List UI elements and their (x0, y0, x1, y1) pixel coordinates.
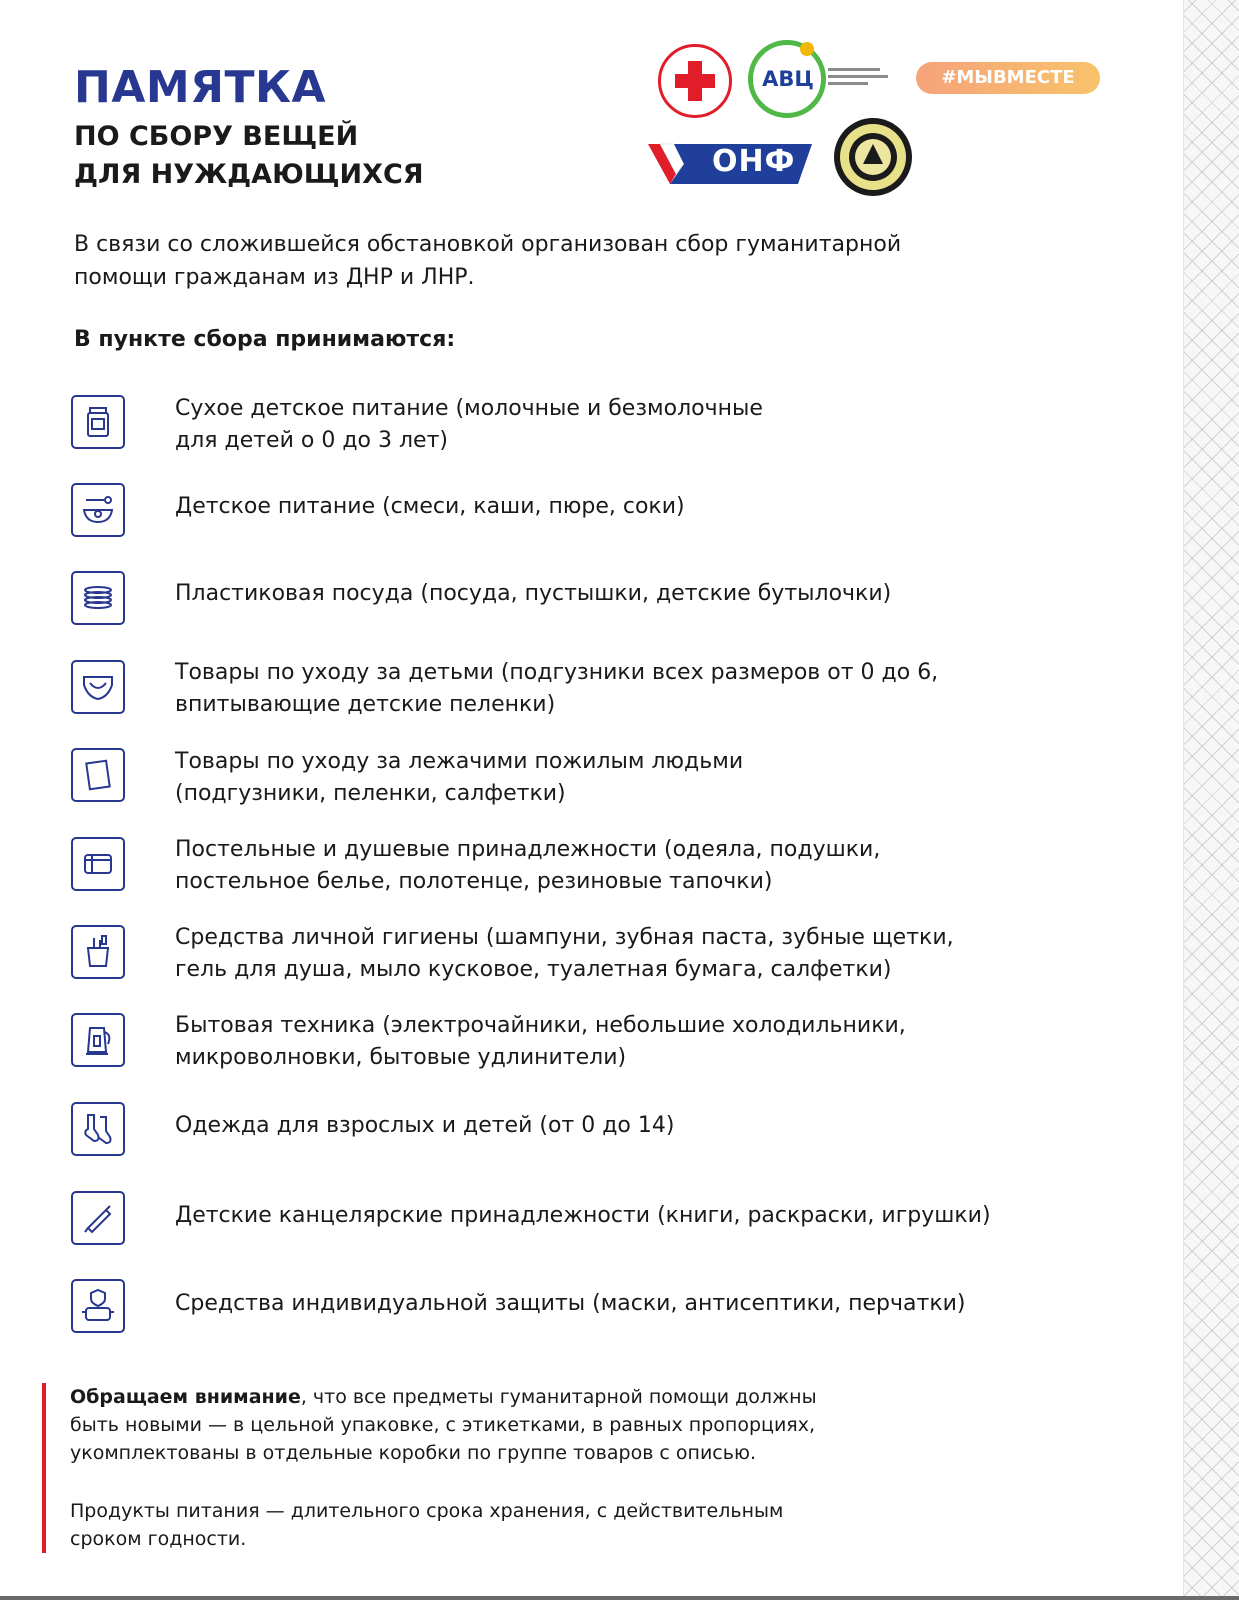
onf-logo (648, 140, 812, 184)
item-text (175, 657, 1055, 721)
note-accent-bar (42, 1383, 46, 1553)
intro-line-1: В связи со сложившейся обстановкой организован сбор гуманитарной (74, 232, 902, 257)
note-line-1-rest: , что все предметы гуманитарной помощи должны (300, 1386, 817, 1408)
page-title: ПАМЯТКА (74, 62, 327, 113)
partner-logos (640, 36, 1180, 216)
item-line-2: (подгузники, пеленки, салфетки) (175, 781, 566, 806)
decorative-border-pattern (1183, 0, 1239, 1600)
item-text (175, 834, 1055, 898)
note-bold-lead: Обращаем внимание (70, 1386, 301, 1408)
accepted-items-heading: В пункте сбора принимаются: (74, 327, 456, 352)
item-text (175, 922, 1055, 986)
pad-sheet-icon (71, 748, 125, 802)
item-line-1: Товары по уходу за детьми (подгузники всех размеров от 0 до 6, (175, 660, 939, 685)
intro-line-2: помощи гражданам из ДНР и ЛНР. (74, 265, 475, 290)
item-line-1: Сухое детское питание (молочные и безмолочные (175, 396, 763, 421)
subtitle-line-2: ДЛЯ НУЖДАЮЩИХСЯ (74, 159, 424, 190)
myvmeste-logo (916, 62, 1100, 94)
item-line-1: Средства личной гигиены (шампуни, зубная паста, зубные щетки, (175, 925, 954, 950)
myvmeste-logo-text: #МЫВМЕСТЕ (941, 67, 1075, 88)
socks-icon (71, 1102, 125, 1156)
plates-stack-icon (71, 571, 125, 625)
item-line-2: впитывающие детские пеленки) (175, 692, 556, 717)
pen-icon (71, 1191, 125, 1245)
diaper-icon (71, 660, 125, 714)
bottom-divider (0, 1596, 1239, 1600)
intro-text (74, 228, 1034, 294)
note-line-1 (70, 1383, 970, 1411)
item-line-2: постельное белье, полотенце, резиновые тапочки) (175, 869, 773, 894)
baby-food-bowl-icon (71, 483, 125, 537)
emblem-logo (834, 118, 912, 196)
red-cross-logo (658, 44, 732, 118)
avc-logo-text: АВЦ (762, 67, 814, 91)
toothbrush-cup-icon (71, 925, 125, 979)
food-note (70, 1497, 970, 1553)
item-text (175, 491, 1055, 523)
item-line-2: для детей о 0 до 3 лет) (175, 428, 448, 453)
item-text (175, 393, 1055, 457)
mask-shield-icon (71, 1279, 125, 1333)
item-line-1: Детское питание (смеси, каши, пюре, соки) (175, 494, 685, 519)
item-text (175, 578, 1055, 610)
item-line-1: Средства индивидуальной защиты (маски, антисептики, перчатки) (175, 1291, 966, 1316)
item-text (175, 1288, 1055, 1320)
towel-stack-icon (71, 837, 125, 891)
item-line-2: гель для душа, мыло кусковое, туалетная бумага, салфетки) (175, 957, 892, 982)
subtitle-line-1: ПО СБОРУ ВЕЩЕЙ (74, 121, 359, 152)
item-line-1: Одежда для взрослых и детей (от 0 до 14) (175, 1113, 675, 1138)
baby-formula-jar-icon (71, 395, 125, 449)
item-text (175, 1010, 1055, 1074)
item-line-1: Бытовая техника (электрочайники, небольшие холодильники, (175, 1013, 906, 1038)
item-line-1: Постельные и душевые принадлежности (одеяла, подушки, (175, 837, 881, 862)
avc-logo (748, 40, 826, 118)
item-line-2: микроволновки, бытовые удлинители) (175, 1045, 627, 1070)
item-line-1: Товары по уходу за лежачими пожилым людьми (175, 749, 744, 774)
avc-logo-caption (828, 66, 892, 90)
kettle-icon (71, 1013, 125, 1067)
food-note-line-2: сроком годности. (70, 1528, 247, 1550)
item-line-1: Пластиковая посуда (посуда, пустышки, детские бутылочки) (175, 581, 892, 606)
item-text (175, 746, 1055, 810)
page-subtitle (74, 118, 424, 194)
item-text (175, 1200, 1055, 1232)
item-line-1: Детские канцелярские принадлежности (книги, раскраски, игрушки) (175, 1203, 991, 1228)
food-note-line-1: Продукты питания — длительного срока хранения, с действительным (70, 1500, 784, 1522)
item-text (175, 1110, 1055, 1142)
attention-note (70, 1383, 970, 1467)
onf-logo-text: ОНФ (712, 144, 796, 179)
note-line-2: быть новыми — в цельной упаковке, с этикетками, в равных пропорциях, (70, 1414, 816, 1436)
avc-logo-dot (800, 42, 814, 56)
note-line-3: укомплектованы в отдельные коробки по группе товаров с описью. (70, 1442, 756, 1464)
